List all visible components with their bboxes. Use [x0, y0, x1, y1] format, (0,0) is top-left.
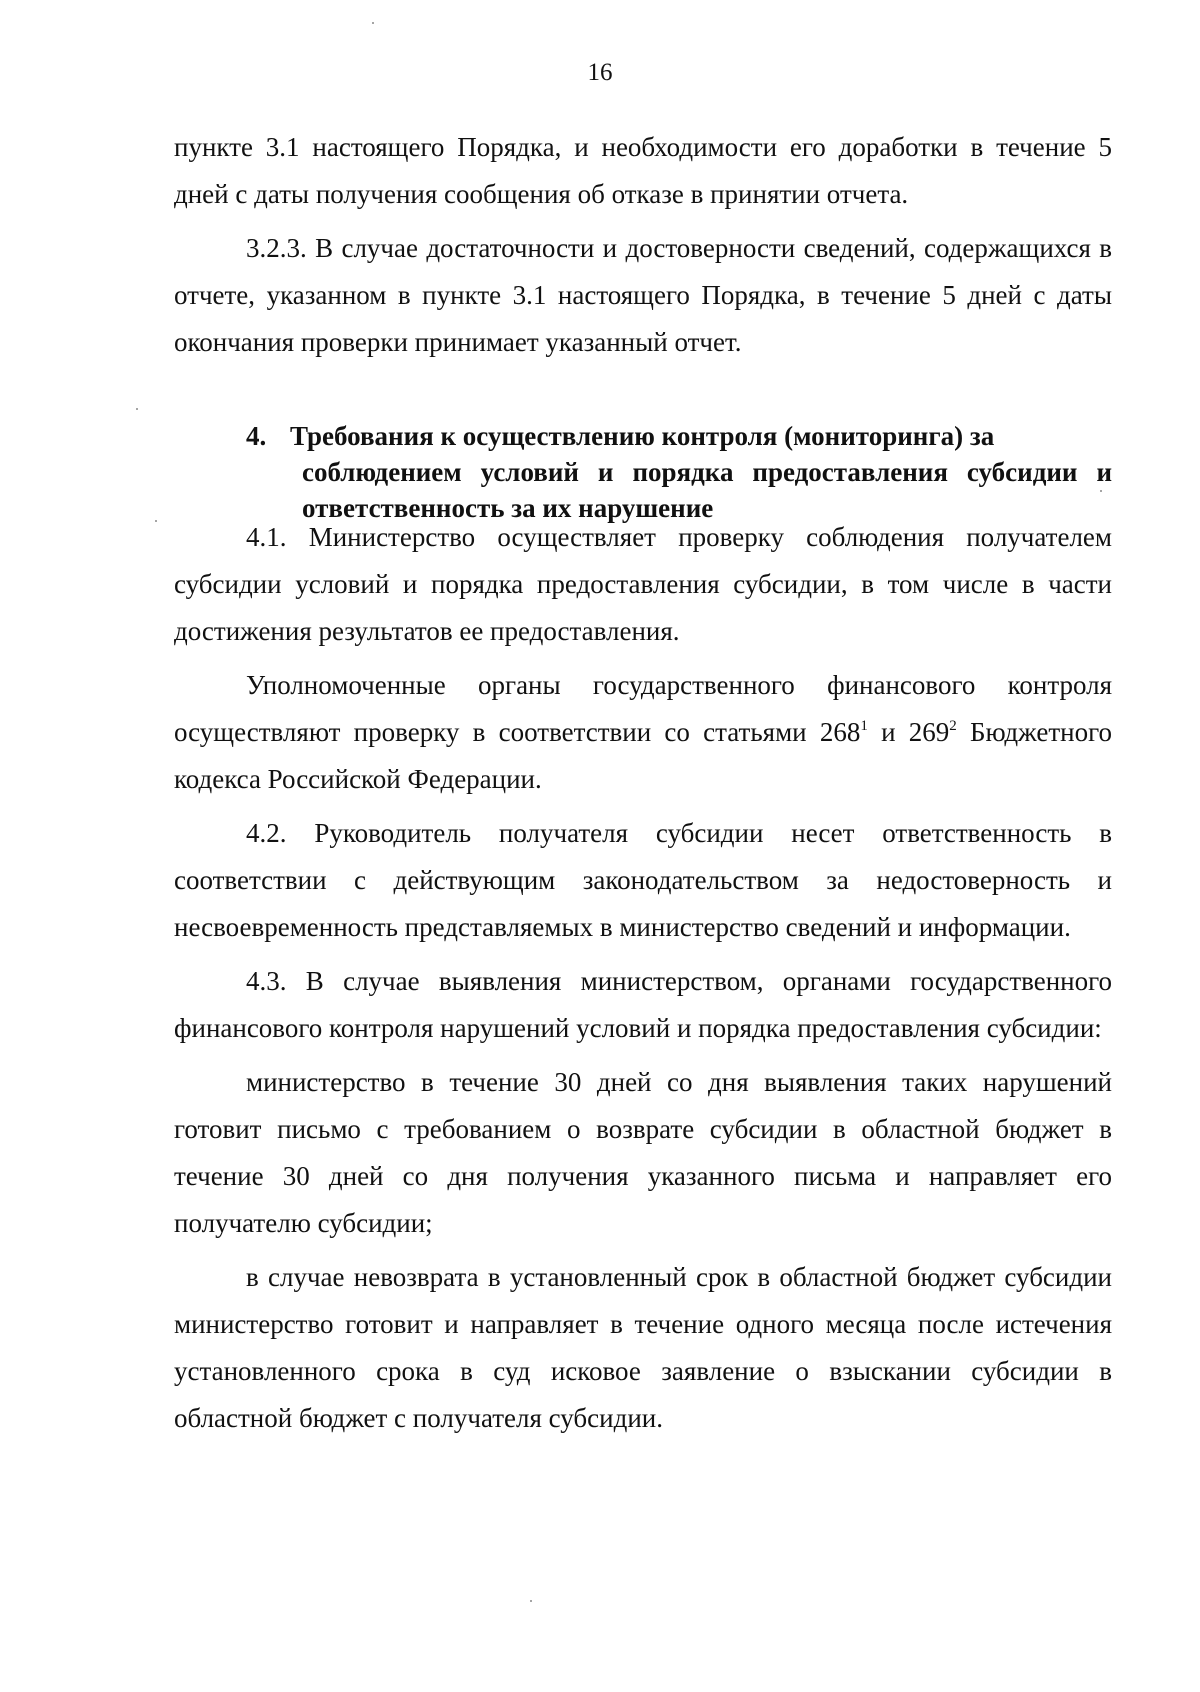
paragraph-non-return: в случае невозврата в установленный срок в областной бюджет субсидии министерство готовит и направляет в течение одного месяца после истечения установленного срока в суд исковое заявление о взыскании субсидии в областной бюджет с получателя субсидии.: [174, 1262, 1112, 1433]
paragraph-4-2: 4.2. Руководитель получателя субсидии несет ответственность в соответствии с действующим законодательством за недостоверность и несвоевременность представляемых в министерство сведений и информации.: [174, 818, 1112, 942]
paragraph-4-3: 4.3. В случае выявления министерством, органами государственного финансового контроля нарушений условий и порядка предоставления субсидии:: [174, 966, 1112, 1043]
section-4-heading: [246, 418, 1112, 526]
text-block-main: [174, 514, 1112, 1442]
page-number: 16: [587, 59, 613, 86]
authorized-text-a: Уполномоченные органы государственного финансового контроля осуществляют проверку в соответствии со статьями 268: [174, 670, 1112, 747]
scan-speck: [372, 22, 374, 24]
text-block-top: [174, 124, 1112, 366]
authorized-text-b: и 269: [867, 717, 950, 747]
paragraph-ministry-letter: министерство в течение 30 дней со дня выявления таких нарушений готовит письмо с требованием о возврате субсидии в областной бюджет в течение 30 дней со дня получения указанного письма и направляет его получателю субсидии;: [174, 1067, 1112, 1238]
paragraph-authorized-bodies: [174, 662, 1112, 803]
scan-speck: [1100, 490, 1102, 492]
scan-speck: [155, 520, 157, 522]
section-number: 4.: [246, 421, 267, 451]
section-title-rest: соблюдением условий и порядка предоставления субсидии и ответственность за их нарушение: [302, 457, 1112, 523]
paragraph-4-1: 4.1. Министерство осуществляет проверку соблюдения получателем субсидии условий и порядка предоставления субсидии, в том числе в части достижения результатов ее предоставления.: [174, 522, 1112, 646]
authorized-text-c: Бюджетного кодекса Российской Федерации.: [174, 717, 1112, 794]
paragraph-continuation: пункте 3.1 настоящего Порядка, и необходимости его доработки в течение 5 дней с даты получения сообщения об отказе в принятии отчета.: [174, 132, 1112, 209]
section-title-line1: Требования к осуществлению контроля (мониторинга) за: [290, 421, 995, 451]
paragraph-3-2-3: 3.2.3. В случае достаточности и достоверности сведений, содержащихся в отчете, указанном в пункте 3.1 настоящего Порядка, в течение 5 дней с даты окончания проверки принимает указанный отчет.: [174, 233, 1112, 357]
footnote-sup-2: 2: [949, 718, 957, 734]
scan-speck: [136, 408, 138, 410]
footnote-sup-1: 1: [860, 718, 868, 734]
scan-speck: [530, 1600, 532, 1602]
